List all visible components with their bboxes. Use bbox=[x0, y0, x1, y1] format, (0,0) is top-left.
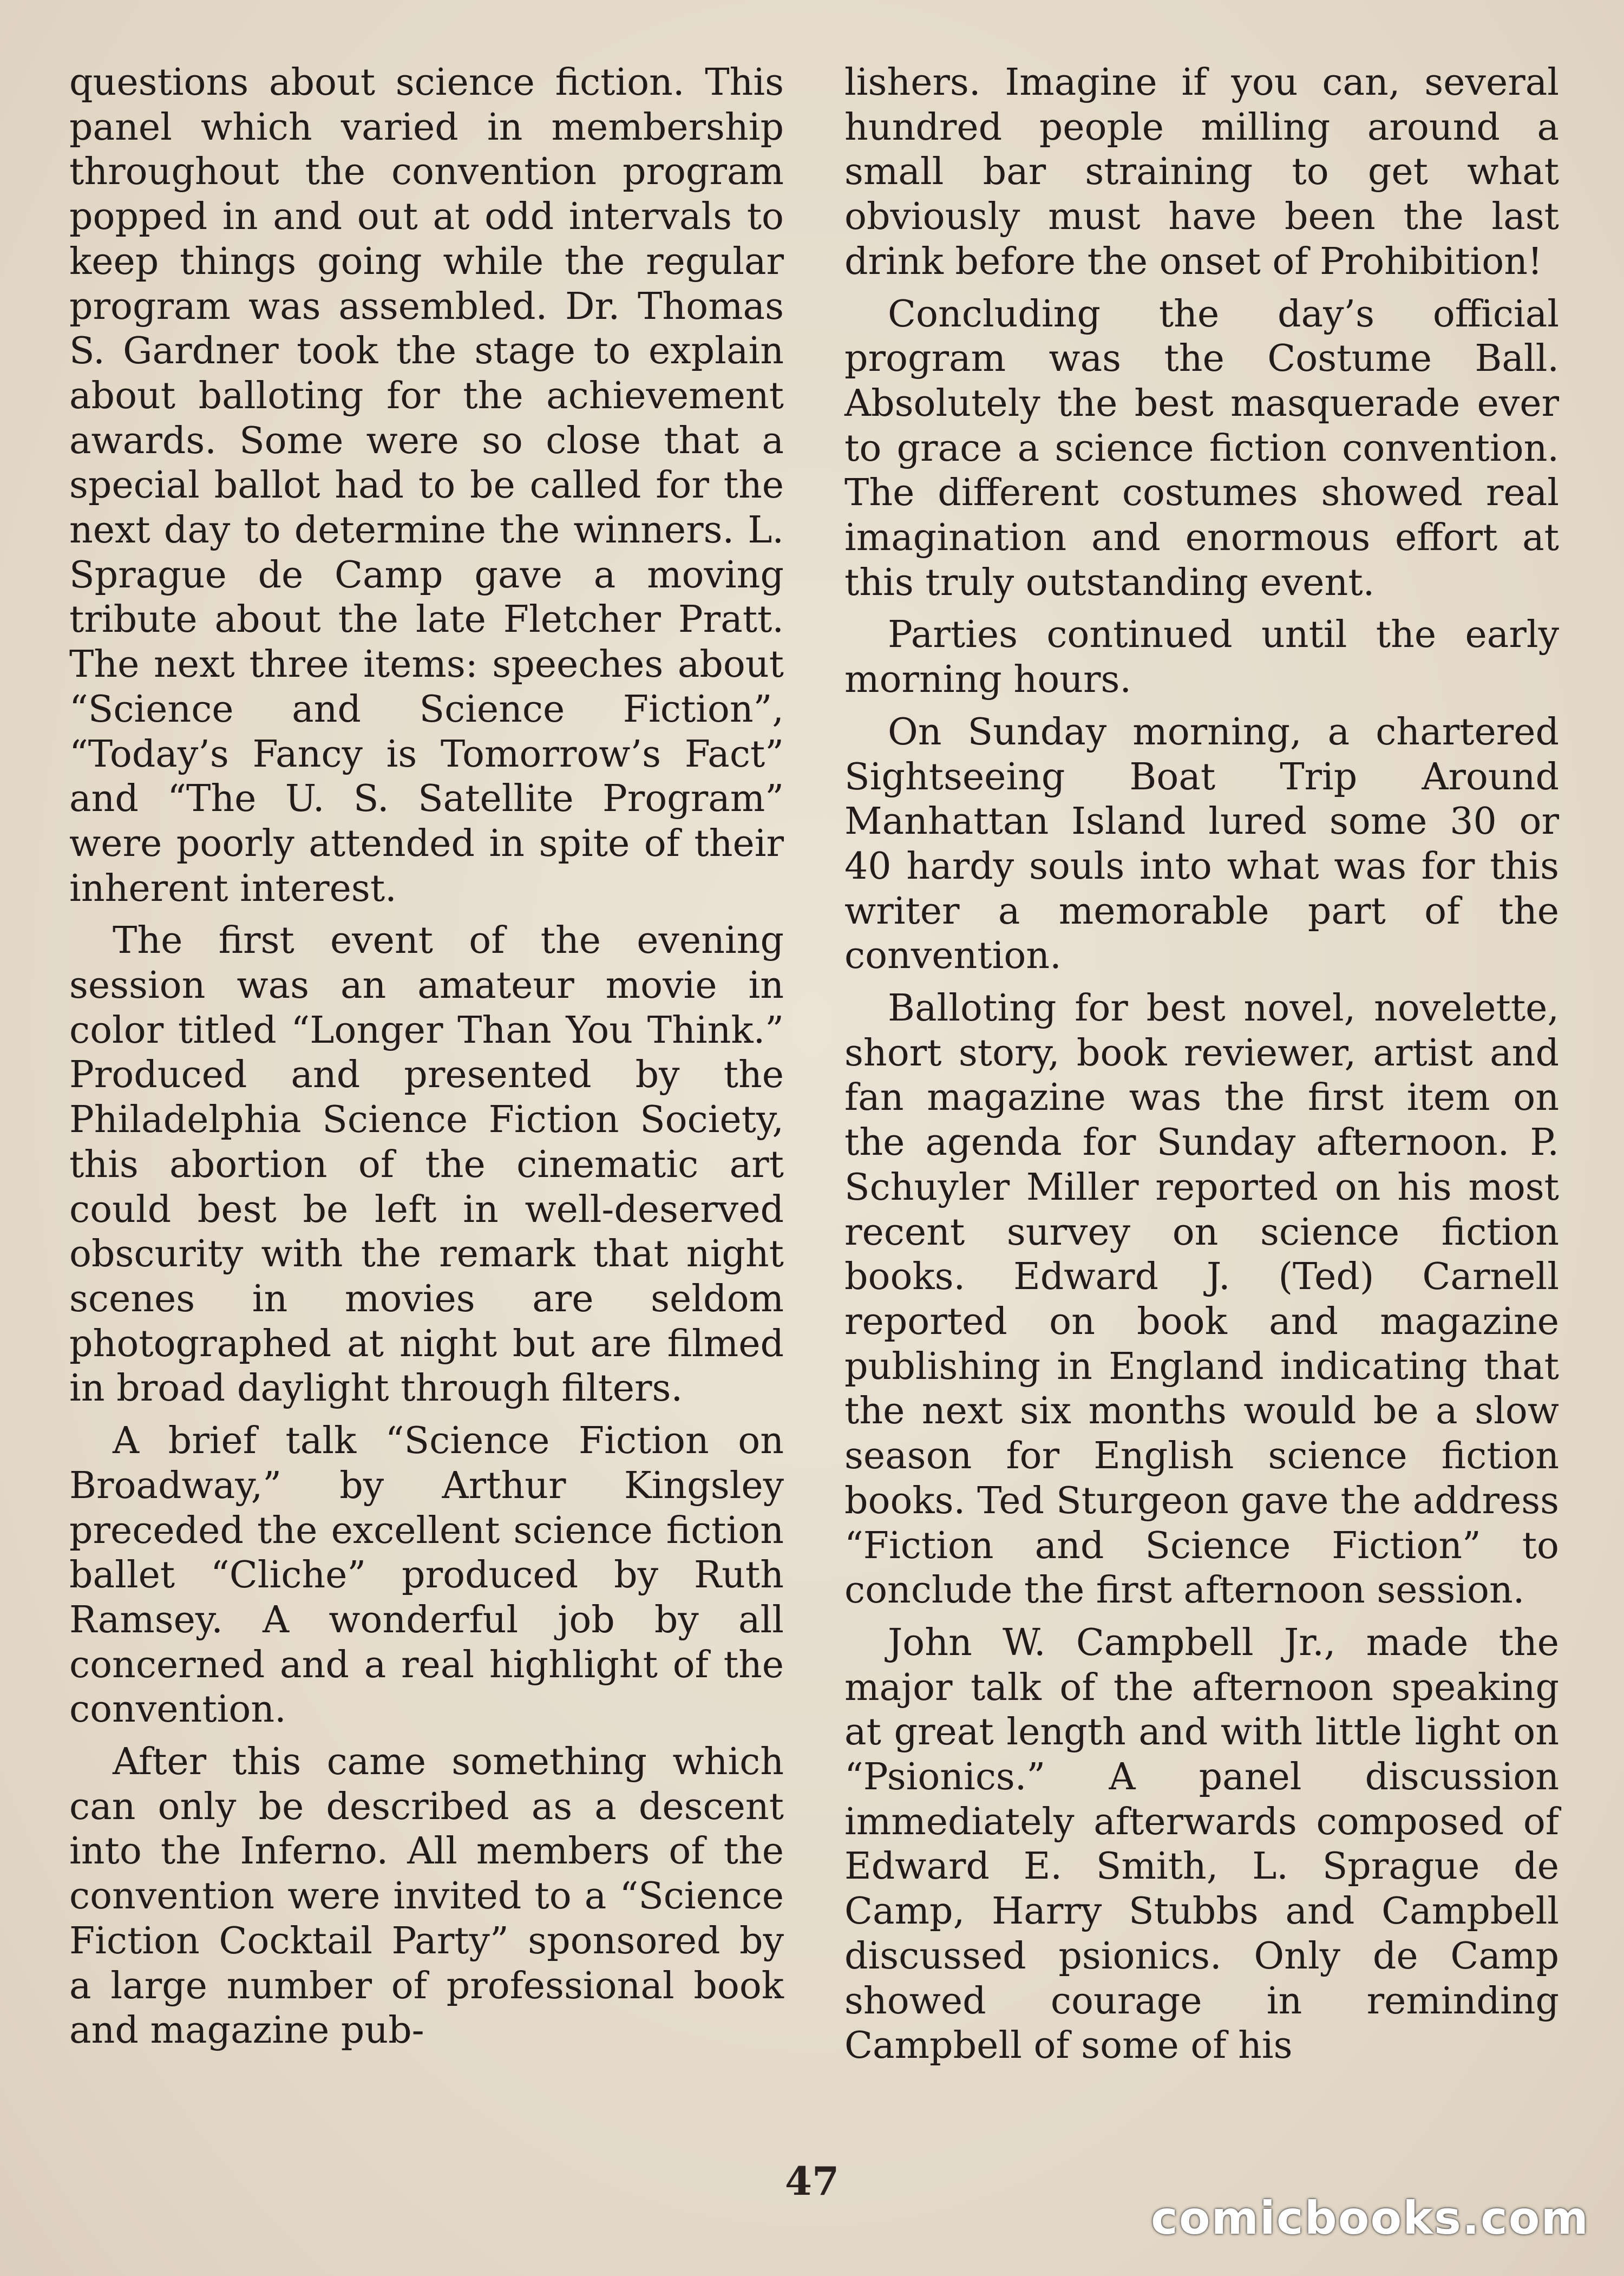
right-paragraph-2: Concluding the day’s official program was the Costume Ball. Absolutely the best masquerade ever to grace a science fiction convention. The different costumes showed real imagination and enormous effort at this truly outstanding event. bbox=[844, 292, 1559, 604]
left-paragraph-4: After this came something which can only be described as a descent into the Inferno. All members of the convention were invited to a “Science Fiction Cocktail Party” sponsored by a large number of professional book and magazine pub- bbox=[69, 1741, 784, 2052]
left-paragraph-3: A brief talk “Science Fiction on Broadway,” by Arthur Kingsley preceded the excellent science fiction ballet “Cliche” produced by Ruth Ramsey. A wonderful job by all concerned and a real highlight of the convention. bbox=[69, 1420, 784, 1731]
left-column bbox=[69, 61, 784, 2053]
left-paragraph-1: questions about science fiction. This panel which varied in membership throughout the convention program popped in and out at odd intervals to keep things going while the regular program was assembled. Dr. Thomas S. Gardner took the stage to explain about balloting for the achievement awards. Some were so close that a special ballot had to be called for the next day to determine the winners. L. Sprague de Camp gave a moving tribute about the late Fletcher Pratt. The next three items: speeches about “Science and Science Fiction”, “Today’s Fancy is Tomorrow’s Fact” and “The U. S. Satellite Program” were poorly attended in spite of their inherent interest. bbox=[69, 61, 784, 910]
right-paragraph-6: John W. Campbell Jr., made the major talk of the afternoon speaking at great length and with little light on “Psionics.” A panel discussion immediately afterwards composed of Edward E. Smith, L. Sprague de Camp, Harry Stubbs and Campbell discussed psionics. Only de Camp showed courage in reminding Campbell of some of his bbox=[844, 1621, 1559, 2068]
left-paragraph-2: The first event of the evening session was an amateur movie in color titled “Longer Than You Think.” Produced and presented by the Philadelphia Science Fiction Society, this abortion of the cinematic art could best be left in well-deserved obscurity with the remark that night scenes in movies are seldom photographed at night but are filmed in broad daylight through filters. bbox=[69, 919, 784, 1410]
right-paragraph-3: Parties continued until the early morning hours. bbox=[844, 613, 1559, 702]
right-column bbox=[844, 61, 1559, 2069]
page-number: 47 bbox=[784, 2158, 840, 2204]
right-paragraph-4: On Sunday morning, a chartered Sightseeing Boat Trip Around Manhattan Island lured some 30 or 40 hardy souls into what was for this writer a memorable part of the convention. bbox=[844, 710, 1559, 978]
watermark: comicbooks.com bbox=[1151, 2192, 1589, 2245]
right-paragraph-1: lishers. Imagine if you can, several hundred people milling around a small bar straining to get what obviously must have been the last drink before the onset of Prohibition! bbox=[844, 61, 1559, 283]
right-paragraph-5: Balloting for best novel, novelette, short story, book reviewer, artist and fan magazine was the first item on the agenda for Sunday afternoon. P. Schuyler Miller reported on his most recent survey on science fiction books. Edward J. (Ted) Carnell reported on book and magazine publishing in England indicating that the next six months would be a slow season for English science fiction books. Ted Sturgeon gave the address “Fiction and Science Fiction” to conclude the first afternoon session. bbox=[844, 987, 1559, 1612]
